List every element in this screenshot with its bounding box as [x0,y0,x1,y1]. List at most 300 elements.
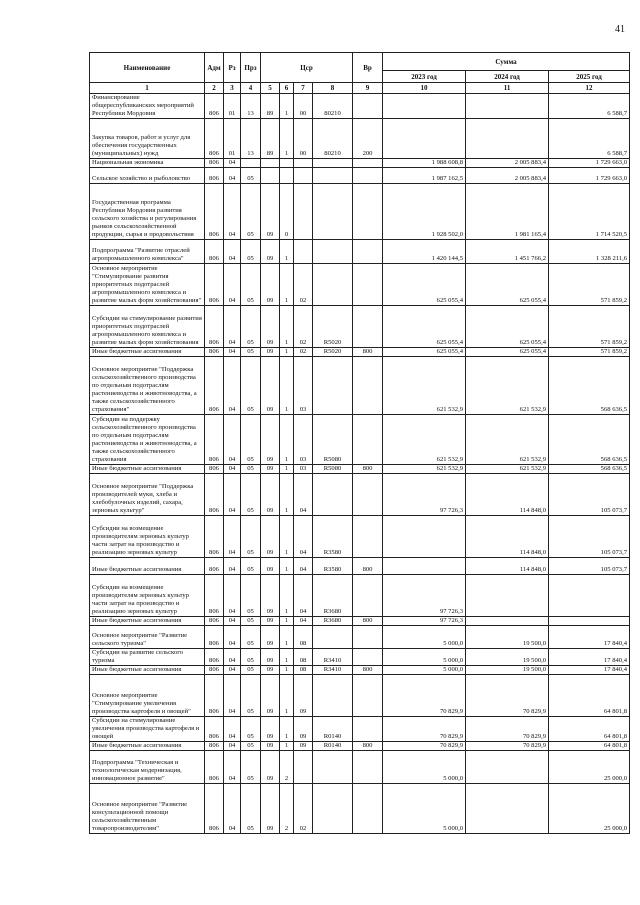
table-row [90,119,630,159]
row-prz: 05 [241,184,261,240]
table-row [90,415,630,465]
row-name: Финансирование общереспубликанских мероприятий Республики Мордовия [90,94,205,119]
row-sum-2024: 621 532,9 [466,415,549,465]
column-number: 5 [261,83,280,94]
row-csr-subprogram: 1 [280,465,294,474]
row-vr: 200 [353,119,383,159]
row-csr-event: 00 [294,94,313,119]
row-rz: 04 [224,159,241,168]
row-prz: 05 [241,751,261,784]
table-row [90,240,630,264]
row-csr-event: 09 [294,742,313,751]
row-name: Иные бюджетные ассигнования [90,465,205,474]
row-csr-code: R3580 [313,516,353,558]
row-csr-code [313,751,353,784]
row-adm: 806 [205,306,224,348]
table-row [90,558,630,575]
row-vr: 800 [353,348,383,357]
row-sum-2024: 70 829,9 [466,742,549,751]
column-number: 12 [549,83,630,94]
row-csr-program: 09 [261,348,280,357]
table-row [90,649,630,666]
row-vr [353,717,383,742]
row-csr-program: 09 [261,649,280,666]
row-rz: 04 [224,240,241,264]
row-csr-event [294,240,313,264]
row-rz: 04 [224,465,241,474]
row-csr-subprogram: 1 [280,119,294,159]
row-sum-2023: 5 000,0 [383,784,466,834]
row-csr-subprogram: 2 [280,784,294,834]
header-csr: Цср [261,53,353,83]
row-rz: 04 [224,184,241,240]
row-csr-subprogram [280,168,294,184]
row-vr [353,516,383,558]
row-prz: 05 [241,465,261,474]
row-prz: 13 [241,119,261,159]
row-csr-event: 08 [294,666,313,675]
row-csr-code [313,264,353,306]
row-sum-2023 [383,94,466,119]
table-row [90,348,630,357]
row-vr: 800 [353,617,383,626]
row-sum-2024 [466,784,549,834]
row-adm: 806 [205,575,224,617]
row-sum-2024: 70 829,9 [466,675,549,717]
row-csr-code [313,474,353,516]
row-csr-program: 89 [261,119,280,159]
row-prz: 05 [241,575,261,617]
row-csr-code [313,168,353,184]
row-prz: 13 [241,94,261,119]
row-adm: 806 [205,516,224,558]
row-sum-2024: 621 532,9 [466,465,549,474]
table-body [90,94,630,834]
row-name: Национальная экономика [90,159,205,168]
row-csr-event: 04 [294,575,313,617]
row-rz: 04 [224,626,241,649]
row-sum-2024: 2 005 883,4 [466,168,549,184]
table-row [90,184,630,240]
row-csr-code: R3580 [313,558,353,575]
table-row [90,357,630,415]
row-rz: 01 [224,94,241,119]
row-prz: 05 [241,240,261,264]
table-row [90,751,630,784]
row-adm: 806 [205,159,224,168]
row-name: Иные бюджетные ассигнования [90,666,205,675]
row-sum-2025: 17 840,4 [549,649,630,666]
row-csr-subprogram: 1 [280,626,294,649]
row-vr [353,626,383,649]
row-adm: 806 [205,119,224,159]
row-sum-2024: 19 500,0 [466,626,549,649]
table-row [90,159,630,168]
column-number: 6 [280,83,294,94]
row-csr-subprogram [280,159,294,168]
row-rz: 01 [224,119,241,159]
row-sum-2023: 625 055,4 [383,264,466,306]
row-vr [353,415,383,465]
row-adm: 806 [205,666,224,675]
row-sum-2024: 1 451 766,2 [466,240,549,264]
row-prz: 05 [241,649,261,666]
row-sum-2023: 621 532,9 [383,415,466,465]
row-sum-2023: 1 988 608,8 [383,159,466,168]
row-csr-event [294,751,313,784]
row-csr-subprogram: 1 [280,348,294,357]
row-csr-subprogram: 1 [280,306,294,348]
row-sum-2023: 5 000,0 [383,626,466,649]
row-sum-2023: 5 000,0 [383,649,466,666]
row-sum-2024 [466,575,549,617]
row-vr [353,784,383,834]
table-row [90,666,630,675]
row-csr-event: 04 [294,617,313,626]
row-name: Иные бюджетные ассигнования [90,617,205,626]
row-prz: 05 [241,666,261,675]
row-adm: 806 [205,626,224,649]
row-csr-program: 09 [261,516,280,558]
row-csr-program [261,168,280,184]
row-prz: 05 [241,516,261,558]
row-csr-program: 09 [261,474,280,516]
row-sum-2025: 568 636,5 [549,415,630,465]
row-prz: 05 [241,264,261,306]
row-csr-subprogram: 1 [280,649,294,666]
row-prz: 05 [241,675,261,717]
row-adm: 806 [205,717,224,742]
row-sum-2023: 5 000,0 [383,751,466,784]
row-csr-code: R5020 [313,306,353,348]
row-rz: 04 [224,717,241,742]
row-name: Основное мероприятие "Развитие консультационной помощи сельскохозяйственным товаропроизводителям" [90,784,205,834]
row-csr-program: 09 [261,617,280,626]
row-name: Субсидии на поддержку сельскохозяйственного производства по отдельным подотраслям растениеводства и животноводства, а также сельскохозяйственного страхования [90,415,205,465]
row-csr-code: 80210 [313,119,353,159]
row-adm: 806 [205,357,224,415]
row-csr-event: 03 [294,415,313,465]
row-sum-2025: 17 840,4 [549,626,630,649]
row-adm: 806 [205,348,224,357]
row-csr-code: R0140 [313,742,353,751]
row-vr [353,168,383,184]
row-csr-program: 09 [261,357,280,415]
row-csr-event: 02 [294,306,313,348]
row-csr-subprogram: 1 [280,617,294,626]
row-sum-2025: 6 588,7 [549,119,630,159]
row-csr-program: 09 [261,264,280,306]
row-csr-subprogram: 1 [280,558,294,575]
row-sum-2023: 97 726,3 [383,617,466,626]
row-csr-event: 03 [294,465,313,474]
row-csr-event: 09 [294,675,313,717]
row-rz: 04 [224,751,241,784]
row-sum-2024 [466,94,549,119]
row-adm: 806 [205,264,224,306]
row-sum-2023: 625 055,4 [383,306,466,348]
row-sum-2024: 70 829,9 [466,717,549,742]
row-sum-2023: 1 928 502,0 [383,184,466,240]
row-csr-subprogram: 1 [280,474,294,516]
row-csr-program: 09 [261,240,280,264]
row-csr-program: 09 [261,751,280,784]
table-row [90,742,630,751]
row-sum-2024: 19 500,0 [466,649,549,666]
row-name: Подпрограмма "Техническая и технологическая модернизация, инновационное развитие" [90,751,205,784]
row-csr-program: 09 [261,465,280,474]
row-csr-program: 09 [261,306,280,348]
row-sum-2024 [466,751,549,784]
header-name: Наименование [90,53,205,83]
row-sum-2025: 571 859,2 [549,306,630,348]
header-sum: Сумма [383,53,630,71]
row-sum-2025: 64 801,8 [549,717,630,742]
row-csr-event: 04 [294,558,313,575]
row-prz: 05 [241,626,261,649]
row-name: Субсидии на развитие сельского туризма [90,649,205,666]
row-csr-event [294,168,313,184]
row-csr-program: 89 [261,94,280,119]
row-name: Иные бюджетные ассигнования [90,558,205,575]
row-csr-code: R3410 [313,666,353,675]
row-name: Иные бюджетные ассигнования [90,348,205,357]
row-sum-2025: 64 801,8 [549,675,630,717]
row-rz: 04 [224,348,241,357]
row-csr-program: 09 [261,575,280,617]
row-csr-code [313,357,353,415]
row-csr-event: 04 [294,516,313,558]
row-vr [353,575,383,617]
row-rz: 04 [224,666,241,675]
row-rz: 04 [224,516,241,558]
header-prz: Прз [241,53,261,83]
table-row [90,784,630,834]
row-adm: 806 [205,465,224,474]
row-prz: 05 [241,784,261,834]
row-rz: 04 [224,306,241,348]
column-number: 8 [313,83,353,94]
row-sum-2024: 19 500,0 [466,666,549,675]
row-vr [353,474,383,516]
row-csr-program: 09 [261,184,280,240]
header-vr: Вр [353,53,383,83]
column-number: 10 [383,83,466,94]
row-csr-event: 09 [294,717,313,742]
column-number: 4 [241,83,261,94]
row-csr-program: 09 [261,717,280,742]
column-number: 11 [466,83,549,94]
row-csr-event: 03 [294,357,313,415]
column-number-row [90,83,630,94]
row-sum-2025: 1 714 520,5 [549,184,630,240]
row-sum-2023: 1 987 162,5 [383,168,466,184]
row-sum-2025: 568 636,5 [549,465,630,474]
row-name: Основное мероприятие "Стимулирование увеличения производства картофеля и овощей" [90,675,205,717]
row-csr-program: 09 [261,784,280,834]
table-row [90,516,630,558]
row-sum-2023: 70 829,9 [383,717,466,742]
row-rz: 04 [224,558,241,575]
row-sum-2025: 64 801,8 [549,742,630,751]
row-csr-subprogram: 1 [280,575,294,617]
row-name: Основное мероприятие "Поддержка сельскохозяйственного производства по отдельным подотраслям растениеводства и животноводства, а также сельскохозяйственного страхования" [90,357,205,415]
row-csr-code: R5080 [313,465,353,474]
row-csr-code [313,159,353,168]
row-rz: 04 [224,264,241,306]
row-csr-subprogram: 2 [280,751,294,784]
row-sum-2023 [383,558,466,575]
table-row [90,264,630,306]
row-csr-subprogram: 1 [280,415,294,465]
row-csr-event: 08 [294,649,313,666]
row-name: Сельское хозяйство и рыболовство [90,168,205,184]
row-csr-subprogram: 1 [280,516,294,558]
row-sum-2025: 25 000,0 [549,751,630,784]
row-name: Субсидии на возмещение производителям зерновых культур части затрат на производство и реализацию зерновых культур [90,516,205,558]
row-sum-2023: 625 055,4 [383,348,466,357]
row-vr: 800 [353,558,383,575]
row-csr-program: 09 [261,415,280,465]
row-prz: 05 [241,306,261,348]
row-csr-program: 09 [261,558,280,575]
row-vr [353,240,383,264]
row-name: Государственная программа Республики Мордовия развития сельского хозяйства и регулирования рынков сельскохозяйственной продукции, сырья и продовольствия [90,184,205,240]
row-adm: 806 [205,168,224,184]
row-rz: 04 [224,357,241,415]
row-adm: 806 [205,240,224,264]
row-prz: 05 [241,742,261,751]
row-sum-2025: 1 729 663,0 [549,168,630,184]
header-adm: Адм [205,53,224,83]
row-adm: 806 [205,94,224,119]
row-csr-subprogram: 0 [280,184,294,240]
row-adm: 806 [205,649,224,666]
row-sum-2023: 97 726,3 [383,474,466,516]
row-vr [353,649,383,666]
row-csr-program: 09 [261,742,280,751]
column-number: 7 [294,83,313,94]
row-rz: 04 [224,415,241,465]
column-number: 3 [224,83,241,94]
row-vr [353,264,383,306]
header-year-2024: 2024 год [466,71,549,83]
row-csr-event [294,159,313,168]
row-rz: 04 [224,474,241,516]
row-csr-code: R5080 [313,415,353,465]
row-sum-2025: 571 859,2 [549,264,630,306]
row-vr: 800 [353,465,383,474]
row-adm: 806 [205,742,224,751]
row-sum-2024: 621 532,9 [466,357,549,415]
row-name: Субсидии на стимулирование увеличения производства картофеля и овощей [90,717,205,742]
row-name: Подпрограмма "Развитие отраслей агропромышленного комплекса" [90,240,205,264]
row-prz: 05 [241,415,261,465]
row-adm: 806 [205,617,224,626]
row-sum-2024: 625 055,4 [466,306,549,348]
table-row [90,465,630,474]
row-sum-2023: 621 532,9 [383,465,466,474]
row-sum-2025 [549,617,630,626]
column-number: 9 [353,83,383,94]
row-csr-subprogram: 1 [280,357,294,415]
header-rz: Рз [224,53,241,83]
row-vr [353,184,383,240]
row-csr-subprogram: 1 [280,264,294,306]
row-adm: 806 [205,415,224,465]
row-name: Основное мероприятие "Стимулирование развития приоритетных подотраслей агропромышленного комплекса и развитие малых форм хозяйствования" [90,264,205,306]
row-csr-code: R0140 [313,717,353,742]
page-number: 41 [615,24,625,35]
table-row [90,675,630,717]
table-row [90,617,630,626]
row-name: Субсидии на стимулирование развития приоритетных подотраслей агропромышленного комплекса и развитие малых форм хозяйствования [90,306,205,348]
row-sum-2023 [383,119,466,159]
row-sum-2024: 2 005 883,4 [466,159,549,168]
row-sum-2024: 625 055,4 [466,264,549,306]
row-prz: 05 [241,348,261,357]
budget-table [89,52,630,834]
row-csr-event: 00 [294,119,313,159]
row-prz: 05 [241,558,261,575]
row-sum-2023: 621 532,9 [383,357,466,415]
row-csr-code: R5020 [313,348,353,357]
header-year-2025: 2025 год [549,71,630,83]
row-sum-2023: 1 420 144,5 [383,240,466,264]
row-sum-2023: 5 000,0 [383,666,466,675]
row-prz: 05 [241,617,261,626]
row-prz [241,159,261,168]
row-sum-2025: 1 729 663,0 [549,159,630,168]
column-number: 2 [205,83,224,94]
row-sum-2025: 105 073,7 [549,558,630,575]
row-prz: 05 [241,717,261,742]
row-prz: 05 [241,474,261,516]
row-csr-code [313,240,353,264]
row-csr-subprogram: 1 [280,675,294,717]
row-vr [353,675,383,717]
row-sum-2025: 105 073,7 [549,516,630,558]
table-row [90,575,630,617]
row-sum-2025: 1 328 211,6 [549,240,630,264]
row-csr-program: 09 [261,626,280,649]
row-csr-code: R3680 [313,617,353,626]
row-rz: 04 [224,675,241,717]
row-name: Закупка товаров, работ и услуг для обеспечения государственных (муниципальных) нужд [90,119,205,159]
row-sum-2025: 6 588,7 [549,94,630,119]
row-csr-subprogram: 1 [280,717,294,742]
column-number: 1 [90,83,205,94]
row-csr-code [313,184,353,240]
row-sum-2024: 625 055,4 [466,348,549,357]
row-sum-2024 [466,119,549,159]
row-csr-program [261,159,280,168]
row-csr-program: 09 [261,666,280,675]
row-csr-code [313,626,353,649]
table-row [90,306,630,348]
row-vr [353,306,383,348]
row-csr-event [294,184,313,240]
row-adm: 806 [205,784,224,834]
table-row [90,626,630,649]
row-sum-2023 [383,516,466,558]
row-prz: 05 [241,357,261,415]
row-vr [353,751,383,784]
row-vr [353,159,383,168]
row-sum-2024 [466,617,549,626]
row-sum-2024: 114 848,0 [466,558,549,575]
row-prz: 05 [241,168,261,184]
